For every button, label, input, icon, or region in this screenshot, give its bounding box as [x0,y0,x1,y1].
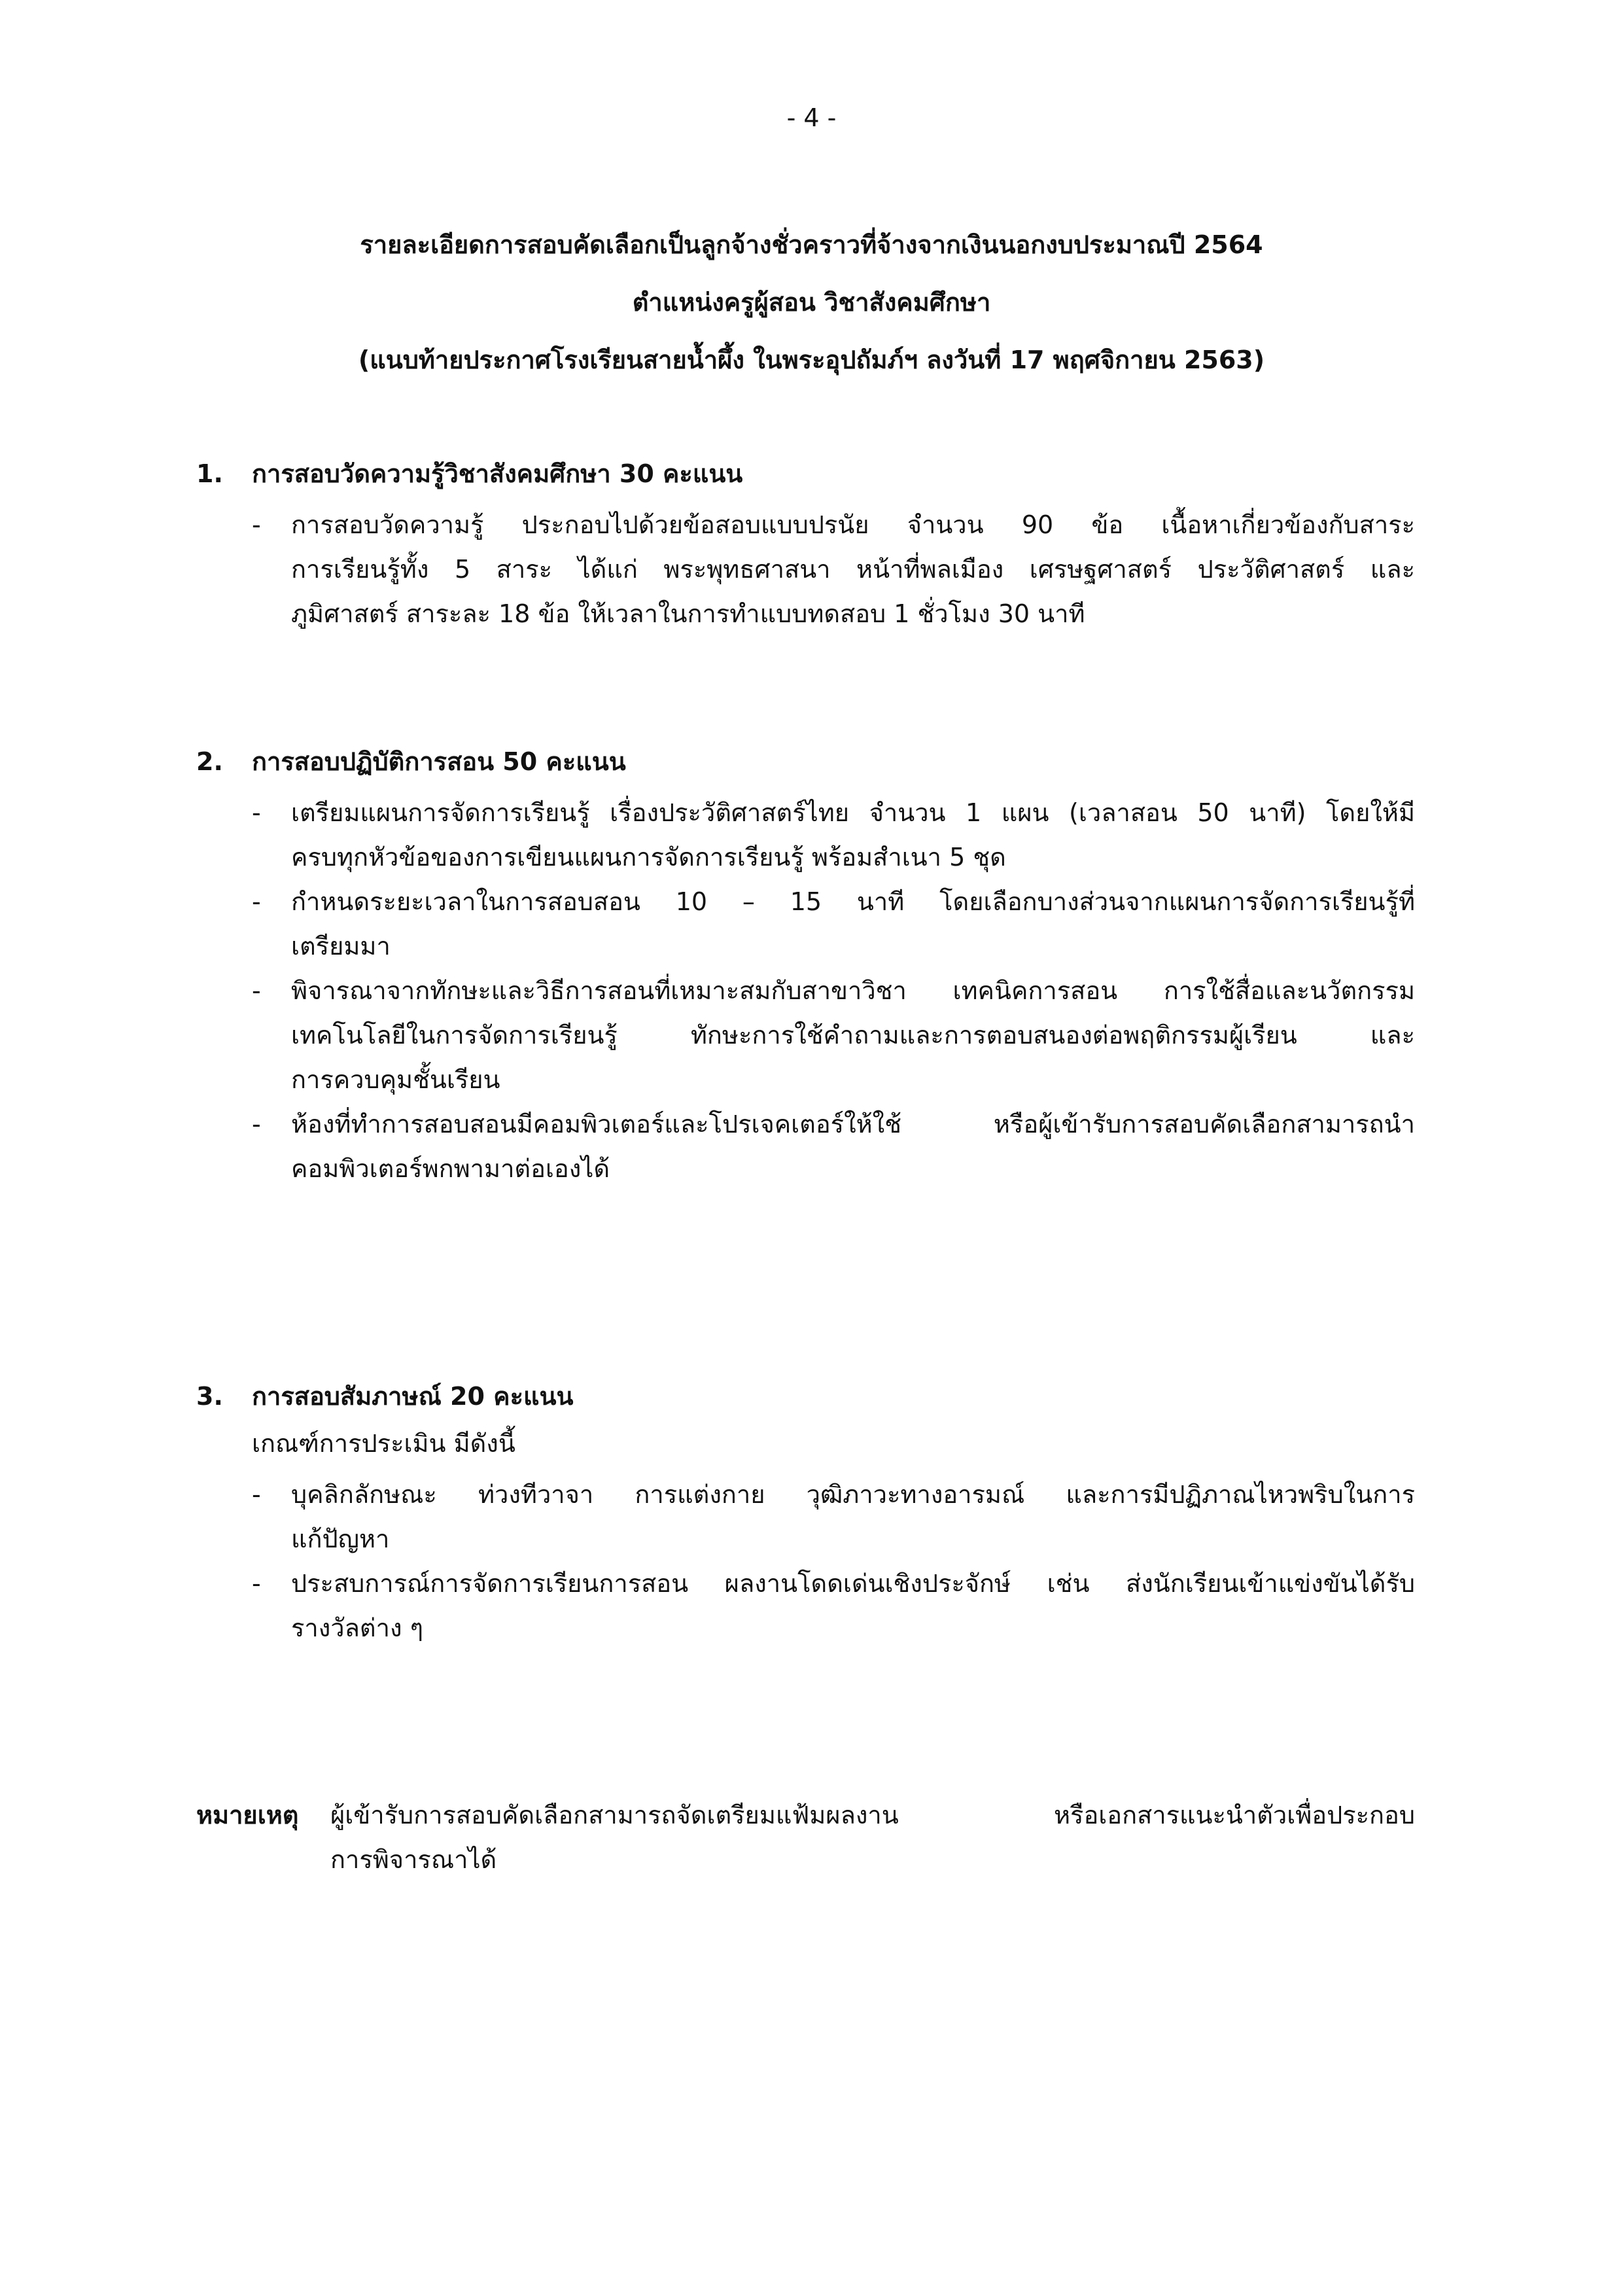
bullet-dash: - [252,798,261,827]
note-label: หมายเหตุ [196,1801,299,1829]
item-line: กำหนดระยะเวลาในการสอบสอน 10 – 15 นาที โดยเลือกบางส่วนจากแผนการจัดการเรียนรู้ที่ [291,887,1415,916]
item-line: บุคลิกลักษณะ ท่วงทีวาจา การแต่งกาย วุฒิภาวะทางอารมณ์ และการมีปฏิภาณไหวพริบในการ [291,1480,1415,1509]
document-header [0,216,1623,389]
item-line: แก้ปัญหา [291,1525,390,1553]
section-title: การสอบวัดความรู้วิชาสังคมศึกษา 30 คะแนน [252,459,743,488]
item-line: คอมพิวเตอร์พกพามาต่อเองได้ [291,1154,610,1183]
bullet-dash: - [252,510,261,539]
item-line: เทคโนโลยีในการจัดการเรียนรู้ ทักษะการใช้คำถามและการตอบสนองต่อพฤติกรรมผู้เรียน และ [291,1021,1415,1050]
header-line-2: ตำแหน่งครูผู้สอน วิชาสังคมศึกษา [632,288,991,317]
item-line: การสอบวัดความรู้ ประกอบไปด้วยข้อสอบแบบปรนัย จำนวน 90 ข้อ เนื้อหาเกี่ยวข้องกับสาระ [291,510,1415,539]
page-number: - 4 - [786,103,837,132]
section-items [0,503,1623,636]
bullet-dash: - [252,1480,261,1509]
item-line: ประสบการณ์การจัดการเรียนการสอน ผลงานโดดเด่นเชิงประจักษ์ เช่น ส่งนักเรียนเข้าแข่งขันได้รับ [291,1569,1415,1598]
list-item [0,1472,1623,1561]
item-line: พิจารณาจากทักษะและวิธีการสอนที่เหมาะสมกับสาขาวิชา เทคนิคการสอน การใช้สื่อและนวัตกรรม [291,976,1415,1005]
bullet-dash: - [252,1569,261,1598]
section-items [0,790,1623,1191]
bullet-dash: - [252,887,261,916]
item-line: ครบทุกหัวข้อของการเขียนแผนการจัดการเรียนรู้ พร้อมสำเนา 5 ชุด [291,843,1006,872]
item-line: ภูมิศาสตร์ สาระละ 18 ข้อ ให้เวลาในการทำแบบทดสอบ 1 ชั่วโมง 30 นาที [291,599,1085,628]
list-item [0,879,1623,968]
section-intro: เกณฑ์การประเมิน มีดังนี้ [252,1429,515,1458]
bullet-dash: - [252,1110,261,1139]
item-line: รางวัลต่าง ๆ [291,1614,423,1642]
header-line-3: (แนบท้ายประกาศโรงเรียนสายน้ำผึ้ง ในพระอุปถัมภ์ฯ ลงวันที่ 17 พฤศจิกายน 2563) [358,345,1265,374]
bullet-dash: - [252,976,261,1005]
list-item [0,790,1623,879]
section-title: การสอบสัมภาษณ์ 20 คะแนน [252,1382,574,1411]
section-number: 3. [196,1382,223,1411]
item-line: การควบคุมชั้นเรียน [291,1065,500,1094]
note-line: ผู้เข้ารับการสอบคัดเลือกสามารถจัดเตรียมแฟ้มผลงาน หรือเอกสารแนะนำตัวเพื่อประกอบ [330,1801,1415,1829]
note-line: การพิจารณาได้ [330,1845,497,1874]
section-items [0,1472,1623,1650]
section-title: การสอบปฏิบัติการสอน 50 คะแนน [252,747,626,776]
item-line: ห้องที่ทำการสอบสอนมีคอมพิวเตอร์และโปรเจคเตอร์ให้ใช้ หรือผู้เข้ารับการสอบคัดเลือกสามารถนำ [291,1110,1415,1139]
list-item [0,1561,1623,1650]
item-line: เตรียมมา [291,932,391,961]
header-line-1: รายละเอียดการสอบคัดเลือกเป็นลูกจ้างชั่วคราวที่จ้างจากเงินนอกงบประมาณปี 2564 [360,230,1263,259]
section-number: 2. [196,747,223,776]
list-item [0,968,1623,1102]
section-number: 1. [196,459,223,488]
list-item [0,503,1623,636]
item-line: เตรียมแผนการจัดการเรียนรู้ เรื่องประวัติศาสตร์ไทย จำนวน 1 แผน (เวลาสอน 50 นาที) โดยให้มี [291,798,1415,827]
item-line: การเรียนรู้ทั้ง 5 สาระ ได้แก่ พระพุทธศาสนา หน้าที่พลเมือง เศรษฐศาสตร์ ประวัติศาสตร์ และ [291,555,1415,584]
list-item [0,1102,1623,1191]
